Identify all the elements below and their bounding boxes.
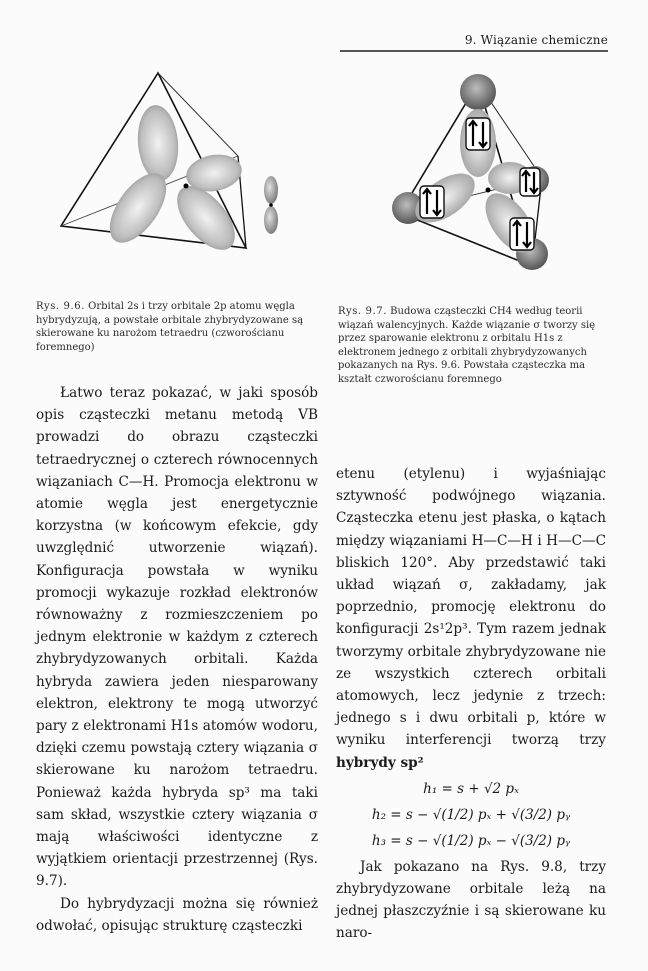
right-column [336, 463, 606, 945]
page-header [0, 0, 648, 60]
figure-9-7 [380, 68, 580, 288]
carbon-nucleus [184, 184, 189, 189]
hybrid-sp2-term: hybrydy sp² [336, 754, 424, 771]
equation-h2: h₂ = s − √(1/2) pₓ + √(3/2) pᵧ [371, 806, 571, 823]
equation-h3: h₃ = s − √(1/2) pₓ − √(3/2) pᵧ [371, 832, 571, 849]
chapter-title: 9. Wiązanie chemiczne [464, 33, 608, 47]
header-rule [340, 50, 608, 52]
tetrahedron-hybrid-orbitals-diagram [56, 68, 316, 288]
equation-h1: h₁ = s + √2 pₓ [423, 780, 519, 797]
p-orbital-lobe-lower [264, 206, 278, 234]
hybrid-orbital-lobe-up [135, 103, 181, 182]
hydrogen-1s-top [460, 74, 496, 110]
equations-block [336, 776, 606, 854]
right-paragraph-2: Jak pokazano na Rys. 9.8, trzy zhybrydyzowane orbitale leżą na jednej płaszczyźnie i są skierowane ku naro- [336, 858, 606, 942]
p-orbital-lobe-upper [264, 176, 278, 204]
left-column [36, 382, 318, 937]
right-paragraph-1: etenu (etylenu) i wyjaśniając sztywność podwójnego wiązania. Cząsteczka etenu jest płaska, o kątach między wiązaniami H—C—H i H—C—C bliskich 120°. Aby przedstawić taki układ wiązań σ, zakładamy, jak poprzednio, promocję elektronu do konfiguracji 2s¹2p³. Tym razem jednak tworzymy orbitale zhybrydyzowane nie ze wszystkich czterech orbitali atomowych, lecz jedynie z trzech: jednego s i dwu orbitali p, które w wyniku interferencji tworzą trzy hybrydy sp² [336, 466, 606, 771]
figure-9-6-caption: Rys. 9.6. Orbital 2s i trzy orbitale 2p atomu węgla hybrydyzują, a powstałe orbitale zhybrydyzowane są skierowane ku narożom tetraedru (czworościanu foremnego) [36, 301, 304, 353]
left-paragraph-2: Do hybrydyzacji można się również odwołać, opisując strukturę cząsteczki [36, 895, 318, 934]
methane-vb-diagram [380, 68, 580, 288]
figure-9-7-caption: Rys. 9.7. Budowa cząsteczki CH4 według teorii wiązań walencyjnych. Każde wiązanie σ tworzy się przez sparowanie elektronu z orbitalu H1s z elektronem jednego z orbitali zhybrydyzowanych pokazanych na Rys. 9.6. Powstała cząsteczka ma kształt czworościanu foremnego [338, 306, 596, 385]
figure-9-6 [56, 68, 316, 288]
left-paragraph-1: Łatwo teraz pokazać, w jaki sposób opis cząsteczki metanu metodą VB prowadzi do obrazu cząsteczki tetraedrycznej o czterech równocennych wiązaniach C—H. Promocja elektronu w atomie węgla jest energetycznie korzystna (w końcowym efekcie, gdy uwzględnić utworzenie wiązań). Konfiguracja powstała w wyniku promocji wykazuje rozkład elektronów równoważny z rozmieszczeniem po jednym elektronie w każdym z czterech zhybrydyzowanych orbitali. Każda hybryda zawiera jeden niesparowany elektron, elektrony te mogą utworzyć pary z elektronami H1s atomów wodoru, dzięki czemu powstają cztery wiązania σ skierowane ku narożom tetraedru. Ponieważ każda hybryda sp³ ma taki sam skład, wszystkie cztery wiązania σ mają właściwości identyczne z wyjątkiem orientacji przestrzennej (Rys. 9.7). [36, 385, 318, 890]
